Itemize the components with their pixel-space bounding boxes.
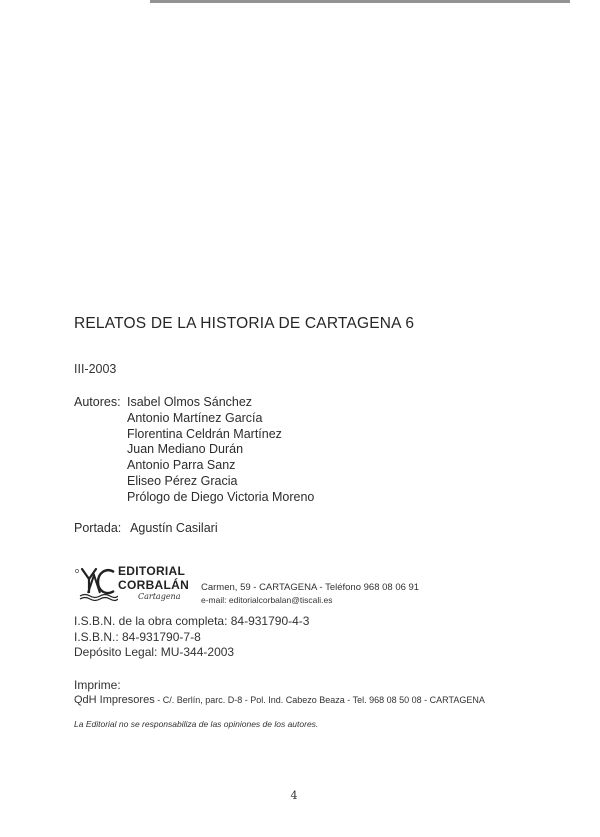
cover-artist: Agustín Casilari (130, 521, 218, 535)
top-edge-line (150, 0, 570, 3)
publisher-name-line1: EDITORIAL (118, 564, 186, 578)
author-item: Juan Mediano Durán (127, 442, 244, 457)
author-item: Antonio Martínez García (127, 410, 263, 425)
printer-name: QdH Impresores (74, 694, 155, 706)
authors-list (127, 395, 314, 506)
publisher-address: Carmen, 59 - CARTAGENA - Teléfono 968 08 06 91 (201, 582, 420, 593)
printer-label: Imprime: (74, 678, 121, 692)
book-title: RELATOS DE LA HISTORIA DE CARTAGENA 6 (74, 315, 415, 332)
publisher-name-line2: CORBALÁN (118, 578, 190, 592)
isbn-line: I.S.B.N. de la obra completa: 84-931790-4-3 (74, 614, 310, 628)
publisher-email: e-mail: editorialcorbalan@tiscali.es (201, 595, 333, 605)
publisher-city: Cartagena (138, 592, 181, 601)
author-item: Florentina Celdrán Martínez (127, 426, 282, 441)
author-item: Isabel Olmos Sánchez (127, 395, 253, 409)
legal-deposit-line: Depósito Legal: MU-344-2003 (74, 645, 235, 659)
edition-date: III-2003 (74, 362, 117, 376)
printer-address: - C/. Berlín, parc. D-8 - Pol. Ind. Cabezo Beaza - Tel. 968 08 50 08 - CARTAGENA (154, 695, 485, 705)
page-number: 4 (290, 789, 298, 802)
isbn-line: I.S.B.N.: 84-931790-7-8 (74, 629, 201, 644)
printer-details (74, 694, 485, 706)
cover-label: Portada: (74, 521, 122, 535)
disclaimer: La Editorial no se responsabiliza de las opiniones de los autores. (74, 719, 319, 729)
authors-label: Autores: (74, 395, 121, 409)
author-item: Eliseo Pérez Gracia (127, 473, 238, 488)
isbn-block (74, 614, 309, 661)
author-item: Antonio Parra Sanz (127, 458, 236, 473)
cover-credit (74, 521, 218, 535)
author-item: Prólogo de Diego Victoria Moreno (127, 489, 315, 504)
